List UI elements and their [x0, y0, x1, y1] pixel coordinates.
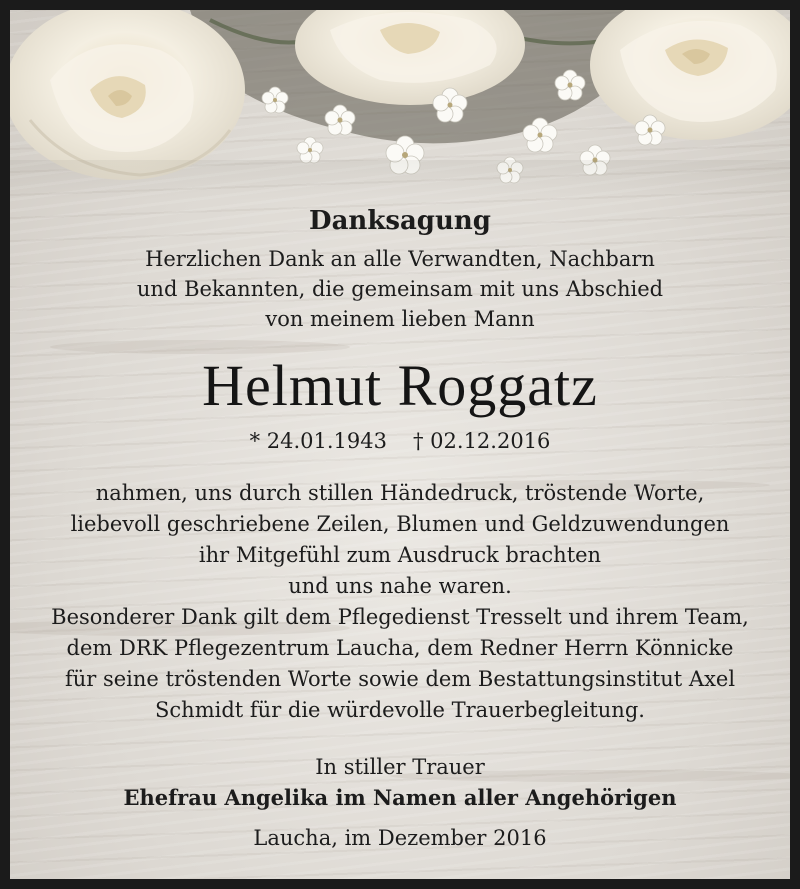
closing-phrase: In stiller Trauer — [315, 755, 485, 779]
body-line: für seine tröstenden Worte sowie dem Bestattungsinstitut Axel — [64, 667, 736, 691]
intro-line: und Bekannten, die gemeinsam mit uns Abschied — [136, 277, 664, 301]
body-line: ihr Mitgefühl zum Ausdruck brachten — [198, 543, 602, 567]
rose-right — [590, 10, 790, 140]
body-line: dem DRK Pflegezentrum Laucha, dem Redner Herrn Könnicke — [66, 636, 734, 660]
intro-line: von meinem lieben Mann — [265, 307, 535, 331]
intro-line: Herzlichen Dank an alle Verwandten, Nachbarn — [145, 247, 655, 271]
life-dates — [10, 426, 790, 456]
deceased-name: Helmut Roggatz — [202, 353, 598, 418]
body-line: liebevoll geschriebene Zeilen, Blumen und Geldzuwendungen — [70, 512, 730, 536]
signatories: Ehefrau Angelika im Namen aller Angehörigen — [123, 785, 677, 810]
body-line: nahmen, uns durch stillen Händedruck, tröstende Worte, — [95, 481, 705, 505]
thanks-text — [10, 478, 790, 726]
intro-text — [10, 244, 790, 334]
roses-decoration — [10, 10, 790, 200]
notice-text — [10, 200, 790, 854]
notice-title: Danksagung — [309, 206, 491, 236]
body-line: Schmidt für die würdevolle Trauerbegleitung. — [155, 698, 645, 722]
birth-date: * 24.01.1943 — [249, 429, 387, 453]
body-line: Besonderer Dank gilt dem Pflegedienst Tresselt und ihrem Team, — [51, 605, 749, 629]
body-line: und uns nahe waren. — [288, 574, 512, 598]
place-date: Laucha, im Dezember 2016 — [253, 826, 547, 850]
rose-left — [10, 10, 245, 180]
death-date: † 02.12.2016 — [413, 429, 551, 453]
